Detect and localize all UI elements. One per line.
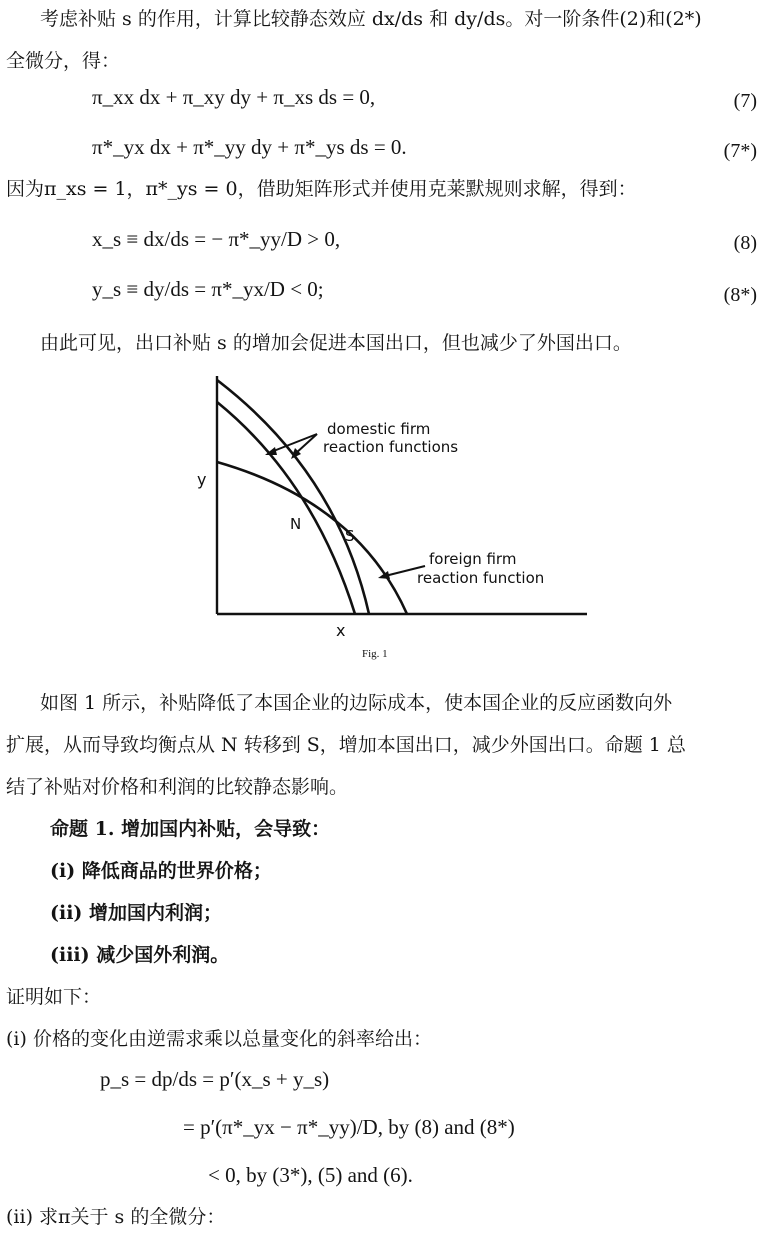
y-axis-label: y <box>197 470 207 489</box>
proposition-title: 命题 1. 增加国内补贴，会导致： <box>50 818 331 840</box>
equation-8-star-number: (8*) <box>723 284 757 306</box>
paragraph-export-effect: 由此可见，出口补贴 s 的增加会促进本国出口，但也减少了外国出口。 <box>40 332 632 354</box>
figure-caption: Fig. 1 <box>362 648 388 660</box>
proposition-item-iii: (iii) 减少国外利润。 <box>50 944 230 966</box>
paragraph-intro-line2: 全微分，得： <box>6 50 121 72</box>
equation-7-star: π*_yx dx + π*_yy dy + π*_ys ds = 0. <box>92 135 407 159</box>
proof-intro: 证明如下： <box>6 986 102 1008</box>
equation-8-number: (8) <box>733 232 757 254</box>
proof-part-i: (i) 价格的变化由逆需求乘以总量变化的斜率给出： <box>6 1028 432 1050</box>
foreign-label-line2: reaction function <box>417 569 545 587</box>
paragraph-figure-explanation-line1: 如图 1 所示，补贴降低了本国企业的边际成本，使本国企业的反应函数向外 <box>40 692 673 714</box>
price-derivative-line2: = p′(π*_yx − π*_yy)/D, by (8) and (8*) <box>183 1115 515 1139</box>
equilibrium-point-s: S <box>345 527 355 545</box>
paragraph-intro-line1: 考虑补贴 s 的作用，计算比较静态效应 dx/ds 和 dy/ds。对一阶条件(2)和(2*) <box>40 8 702 30</box>
equilibrium-point-n: N <box>290 515 302 533</box>
foreign-label-line1: foreign firm <box>429 550 517 568</box>
reaction-function-diagram <box>195 368 595 638</box>
equation-8-star: y_s ≡ dy/ds = π*_yx/D < 0; <box>92 277 324 301</box>
equation-7: π_xx dx + π_xy dy + π_xs ds = 0, <box>92 85 376 109</box>
equation-7-number: (7) <box>733 90 757 112</box>
price-derivative-line1: p_s = dp/ds = p′(x_s + y_s) <box>100 1067 330 1091</box>
equation-8: x_s ≡ dx/ds = − π*_yy/D > 0, <box>92 227 341 251</box>
domestic-label-line1: domestic firm <box>327 420 431 438</box>
equation-7-star-number: (7*) <box>723 140 757 162</box>
price-derivative-line3: < 0, by (3*), (5) and (6). <box>208 1163 413 1187</box>
x-axis-label: x <box>336 621 346 638</box>
proposition-item-i: (i) 降低商品的世界价格； <box>50 860 272 882</box>
paragraph-figure-explanation-line2: 扩展，从而导致均衡点从 N 转移到 S，增加本国出口，减少外国出口。命题 1 总 <box>6 734 686 756</box>
paragraph-figure-explanation-line3: 结了补贴对价格和利润的比较静态影响。 <box>6 776 349 798</box>
foreign-reaction-curve <box>217 462 407 614</box>
proposition-item-ii: (ii) 增加国内利润； <box>50 902 223 924</box>
domestic-label-line2: reaction functions <box>323 438 459 456</box>
paragraph-cramer: 因为π_xs = 1，π*_ys = 0，借助矩阵形式并使用克莱默规则求解，得到： <box>6 178 637 200</box>
domestic-arrow-line-2 <box>295 434 317 454</box>
domestic-reaction-curve-shifted <box>217 380 369 614</box>
proof-part-ii: (ii) 求π关于 s 的全微分： <box>6 1206 226 1228</box>
